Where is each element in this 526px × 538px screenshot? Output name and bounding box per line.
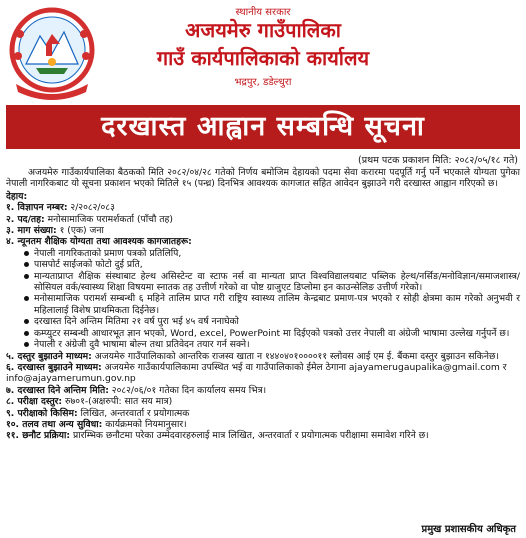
municipality-name: अजयमेरु गाउँपालिका xyxy=(185,18,341,42)
list-item: मान्यताप्राप्त शैक्षिक संस्थाबाट हेल्थ असिस्टेन्ट वा स्टाफ नर्स वा मान्यता प्राप्त विश्वविद्यालयबाट पब्लिक हेल्थ/नर्सिङ/मनोविज्ञान/समाजशास्त्र/सोसियल वर्क/स्वास्थ्य शिक्षा विषयमा स्नातक तह उत्तीर्ण गरेको वा पोष्ट ग्राजुएट डिप्लोमा इन काउन्सेलिङ उत्तीर्ण गरेको। xyxy=(24,271,520,294)
item-value: लिखित, अन्तरवार्ता र प्रयोगात्मक xyxy=(77,407,190,419)
item-label: १. विज्ञापन नम्बर: xyxy=(6,202,68,214)
item-value: अजयमेरु गाउँपालिकाको आन्तरिक राजस्व खाता न १४४०४०१००००११ स्लोवस आई एम ई. बैंकमा दस्तुर बुझाउन सकिनेछ। xyxy=(91,350,499,362)
item-label: २. पद/तह: xyxy=(6,213,45,225)
item-deadline xyxy=(6,385,520,396)
item-required-count xyxy=(6,225,520,236)
item-value: अजयमेरु गाउँकार्यपालिकामा उपस्थित भई वा गाउँपालिकाको ईमेल ठेगाना ajayamerugaupalika@gmail.com र info@ajayamerumun.gov.np xyxy=(6,361,507,385)
item-selection-process xyxy=(6,430,520,441)
item-label: ३. माग संख्या: xyxy=(6,225,57,237)
publication-date: (प्रथम पटक प्रकाशन मिति: २०८२/०५/१८ गते) xyxy=(358,155,518,166)
signature-title: प्रमुख प्रशासकीय अधिकृत xyxy=(421,524,516,535)
intro-paragraph: अजयमेरु गाउँकार्यपालिका बैठकको मिति २०८२/०४/२८ गतेको निर्णय बमोजिम देहायको पदमा सेवा करारमा पदपूर्ति गर्नु पर्ने भएकाले योग्यता पुगेका नेपाली नागरिकबाट यो सूचना प्रकाशन भएको मितिले १५ (पन्ध्र) दिनभित्र आवश्यक कागजात सहित आवेदन बुझाउने गरी दरखास्त आह्वान गरिएको छ। xyxy=(6,167,520,190)
item-label: ४. न्यूनतम शैक्षिक योग्यता तथा आवश्यक कागजातहरू: xyxy=(6,236,192,248)
item-label: ८. परीक्षा दस्तुर: xyxy=(6,396,63,408)
details-heading: देहाय: xyxy=(6,190,28,202)
list-item: मनोसामाजिक परामर्श सम्बन्धी ६ महिने तालिम प्राप्त गरी राष्ट्रिय स्वास्थ्य तालिम केन्द्रबाट प्रमाण-पत्र भएको र सोही क्षेत्रमा काम गरेको अनुभवी र महिलालाई विशेष प्राथमिकता दिईनेछ। xyxy=(24,293,520,316)
item-label: ९. परीक्षाको किसिम: xyxy=(6,407,78,419)
item-exam-type xyxy=(6,408,520,419)
item-qualifications-heading xyxy=(6,236,520,247)
item-submission-medium xyxy=(6,362,520,385)
item-value: मनोसामाजिक परामर्शकर्ता (पाँचौ तह) xyxy=(44,213,173,225)
item-value: २०८२/०६/०१ गतेका दिन कार्यालय समय भित्र। xyxy=(108,384,267,396)
office-address: भद्रपुर, डडेल्धुरा xyxy=(234,77,292,88)
item-value: रु७०१-(अक्षरुपी: सात सय मात्र) xyxy=(62,396,173,408)
item-label: ५. दस्तुर बुझाउने माध्यम: xyxy=(6,350,92,362)
list-item: नेपाली नागरिकताको प्रमाण पत्रको प्रतिलिपि, xyxy=(24,248,520,259)
item-value: प्रारम्भिक छनौटमा परेका उम्मेदवारहरुलाई मात्र लिखित, अन्तरवार्ता र प्रयोगात्मक परीक्षामा समावेश गरिने छ। xyxy=(70,430,429,442)
item-value: १ (एक) जना xyxy=(56,225,104,237)
notice-title-banner: दरखास्त आह्वान सम्बन्धि सूचना xyxy=(6,105,520,149)
item-label: ११. छनौट प्रक्रिया: xyxy=(6,430,71,442)
list-item: कम्प्युटर सम्बन्धी आधारभूत ज्ञान भएको, Word, excel, PowerPoint मा दिईएको पत्रको उत्तर नेपाली वा अंग्रेजी भाषामा उल्लेख गर्नुपर्ने छ। xyxy=(24,328,520,339)
office-name: गाउँ कार्यपालिकाको कार्यालय xyxy=(156,46,370,70)
list-item: नेपाली र अंग्रेजी दुवै भाषामा बोल्न तथा प्रतिवेदन तयार गर्न सक्ने। xyxy=(24,339,520,350)
item-exam-fee xyxy=(6,396,520,407)
government-level: स्थानीय सरकार xyxy=(235,7,291,18)
item-salary xyxy=(6,419,520,430)
item-advertisement-no xyxy=(6,202,520,213)
item-label: ६. दरखास्त बुझाउने माध्यम: xyxy=(6,361,102,373)
notice-body xyxy=(6,167,520,442)
requirements-list xyxy=(6,248,520,351)
item-post-level xyxy=(6,214,520,225)
item-label: १०. तलव तथा अन्य सुविधा: xyxy=(6,418,103,430)
list-item: पासपोर्ट साईजको फोटो दुई प्रति, xyxy=(24,259,520,270)
item-value: कार्यक्रमको नियमानुसार। xyxy=(102,418,187,430)
item-fee-payment xyxy=(6,351,520,362)
item-value: २/२०८२/०८३ xyxy=(67,202,115,214)
item-label: ७. दरखास्त दिने अन्तिम मिति: xyxy=(6,384,109,396)
list-item: दरखास्त दिने अन्तिम मितिमा २१ वर्ष पुरा भई ४५ वर्ष ननाघेको xyxy=(24,316,520,327)
